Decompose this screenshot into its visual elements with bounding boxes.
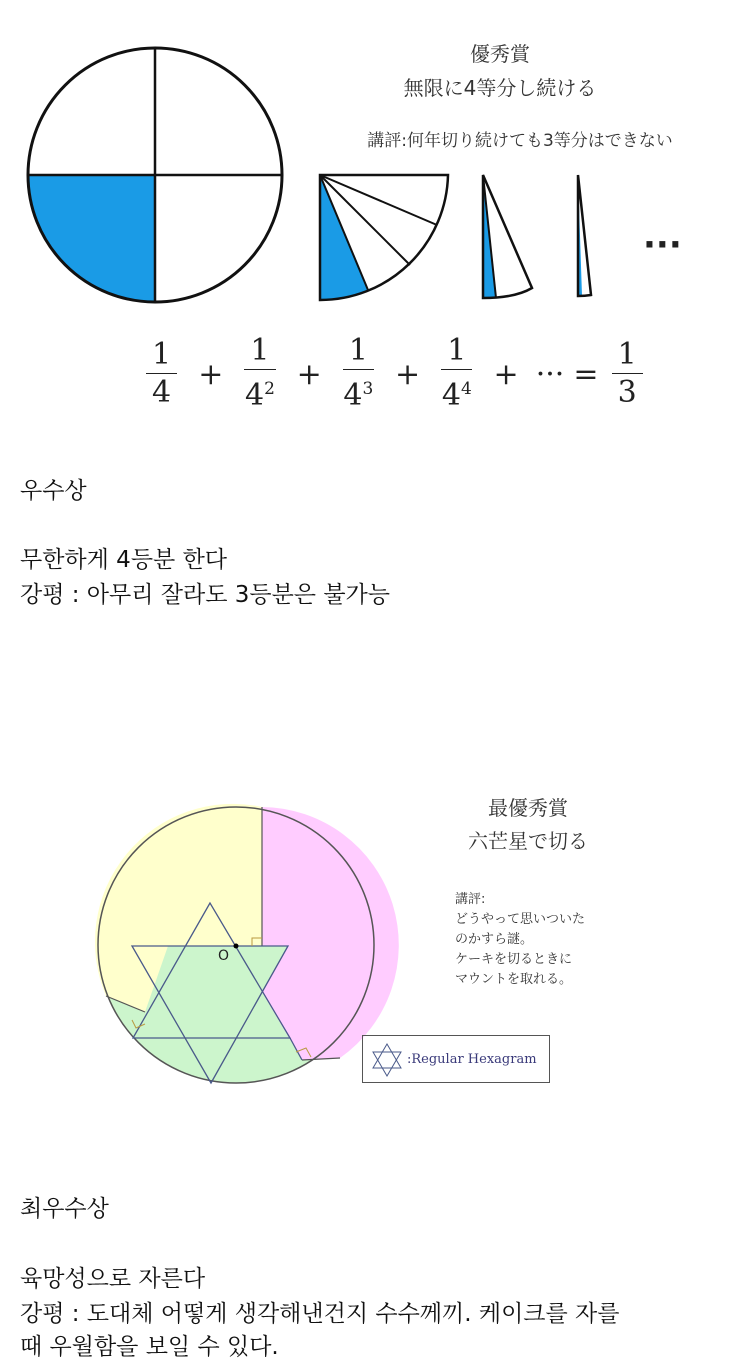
fan-sector-1	[320, 175, 448, 300]
blue-quarter	[28, 175, 155, 302]
jp-award-title-2: 最優秀賞	[488, 796, 568, 820]
center-label: O	[218, 948, 230, 964]
kr-title: 무한하게 4등분 한다	[20, 547, 227, 573]
center-point	[234, 944, 239, 949]
kr-award: 우수상	[20, 478, 87, 504]
fraction-term: $\frac{1}{4^4}$	[441, 333, 472, 413]
fan-sector-2	[483, 175, 532, 298]
kr-title-2: 육망성으로 자른다	[20, 1266, 206, 1292]
kr-review-2a: 강평 : 도대체 어떻게 생각해낸건지 수수께끼. 케이크를 자를	[20, 1301, 620, 1327]
jp-review: 講評:何年切り続けても3等分はできない	[367, 131, 673, 151]
quarter-division-diagram	[0, 0, 740, 320]
hexagram-icon	[369, 1041, 405, 1077]
legend-box	[362, 1035, 550, 1083]
jp-subtitle: 無限に4等分し続ける	[403, 76, 597, 100]
fraction-term: $\frac{1}{4^2}$	[245, 333, 275, 413]
series-formula: $\frac{1}{4}$ + $\frac{1}{4^2}$ + $\frac{1}{4^3}$ + $\frac{1}{4^4}$ + ··· = $\frac{1}{3}$	[140, 333, 649, 415]
legend-label: :Regular Hexagram	[407, 1051, 537, 1067]
ellipsis: ···	[643, 225, 682, 265]
fan-sector-3	[578, 175, 591, 296]
fraction-term: $\frac{1}{4^3}$	[343, 333, 374, 413]
kr-review: 강평 : 아무리 잘라도 3등분은 불가능	[20, 582, 390, 608]
kr-award-2: 최우수상	[20, 1196, 109, 1222]
fraction-result: $\frac{1}{3}$	[612, 337, 643, 412]
kr-review-2b: 때 우월함을 보일 수 있다.	[20, 1334, 279, 1360]
jp-award-title: 優秀賞	[470, 42, 530, 66]
fraction-term: $\frac{1}{4}$	[146, 337, 177, 412]
jp-review-2: 講評: どうやって思いついた のかすら謎。 ケーキを切るときに マウントを取れる。	[455, 892, 586, 987]
jp-subtitle-2: 六芒星で切る	[468, 829, 588, 853]
